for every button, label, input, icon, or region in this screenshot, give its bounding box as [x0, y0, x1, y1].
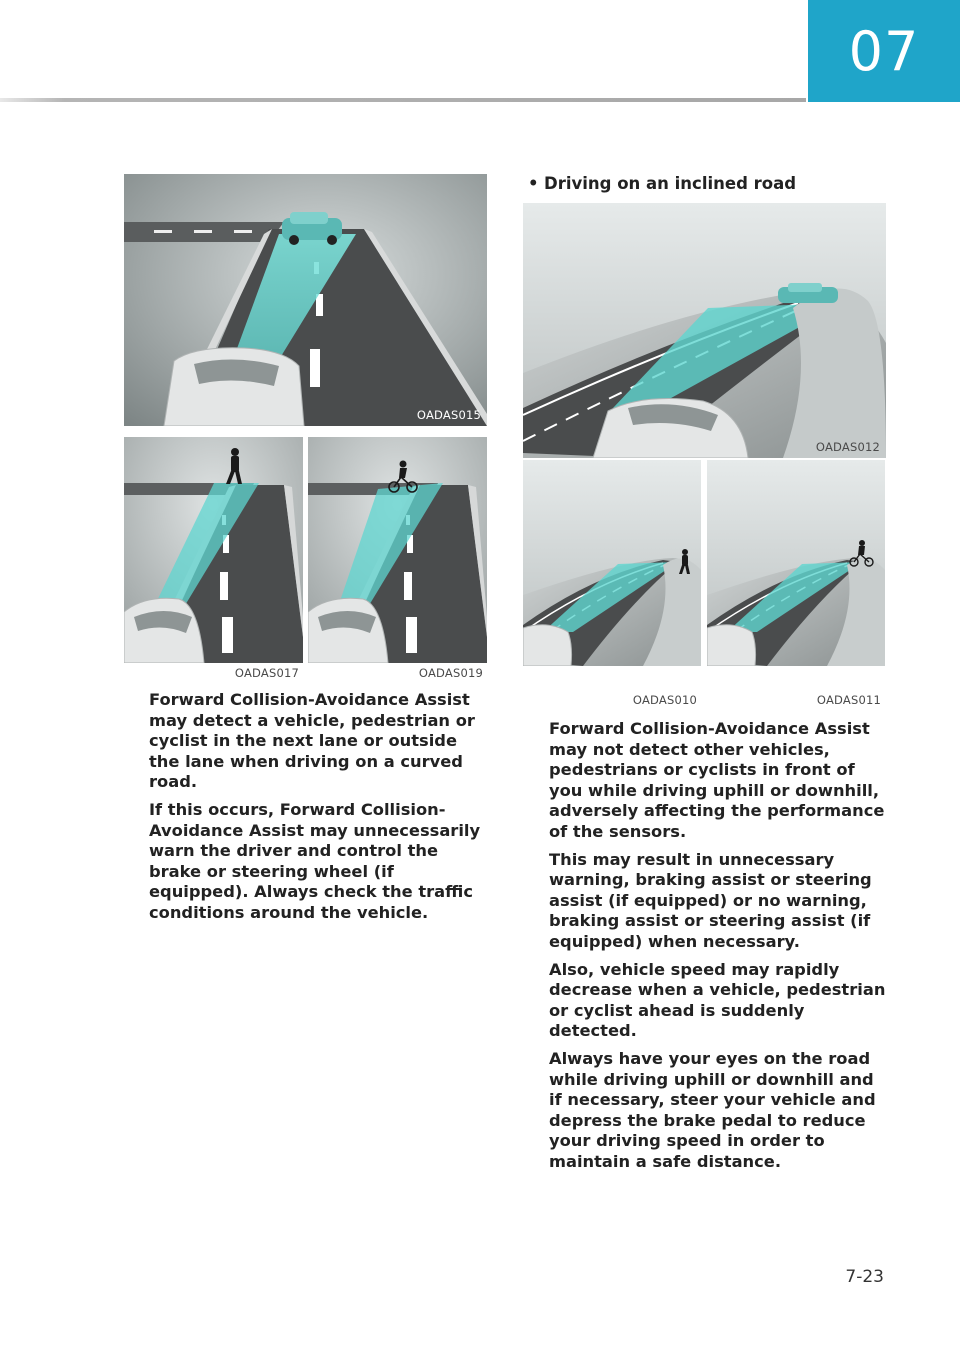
figure-curved-road [124, 174, 487, 426]
figure-code: OADAS012 [815, 440, 880, 454]
figure-code: OADAS015 [416, 408, 481, 422]
heading-text: Driving on an inclined road [544, 174, 797, 193]
figure-inclined-cyclist [707, 460, 885, 708]
header-rule [0, 98, 806, 102]
chapter-tab [808, 0, 960, 102]
figure-code: OADAS017 [234, 666, 299, 680]
chapter-number: 07 [848, 19, 920, 83]
paragraph: Also, vehicle speed may rapidly decrease when a vehicle, pedestrian or cyclist ahead is suddenly detected. [549, 959, 886, 1041]
paragraph: If this occurs, Forward Collision-Avoidance Assist may unnecessarily warn the driver and control the brake or steering wheel (if equipped). Always check the traffic conditions around the vehicle. [149, 799, 481, 922]
page-number: 7-23 [845, 1267, 884, 1287]
section-heading [528, 174, 796, 193]
bullet: • [528, 174, 539, 193]
figure-inclined-road [523, 203, 886, 458]
figure-curved-cyclist [308, 437, 487, 681]
figure-code: OADAS019 [418, 666, 483, 680]
figure-code: OADAS011 [816, 693, 881, 707]
figure-curved-pedestrian [124, 437, 303, 681]
paragraph: This may result in unnecessary warning, braking assist or steering assist (if equipped) or no warning, braking assist or steering assist (if equipped) when necessary. [549, 849, 872, 951]
paragraph: Forward Collision-Avoidance Assist may not detect other vehicles, pedestrians or cyclists in front of you while driving uphill or downhill, adversely affecting the performance of the sensors. [549, 719, 885, 841]
figure-code: OADAS010 [632, 693, 697, 707]
figure-inclined-pedestrian [523, 460, 701, 708]
paragraph: Always have your eyes on the road while driving uphill or downhill and if necessary, steer your vehicle and depress the brake pedal to reduce your driving speed in order to maintain a safe distance. [549, 1048, 876, 1171]
right-text-block [549, 719, 889, 1179]
left-text-block [149, 690, 491, 931]
paragraph: Forward Collision-Avoidance Assist may detect a vehicle, pedestrian or cyclist in the next lane or outside the lane when driving on a curved road. [149, 690, 475, 792]
